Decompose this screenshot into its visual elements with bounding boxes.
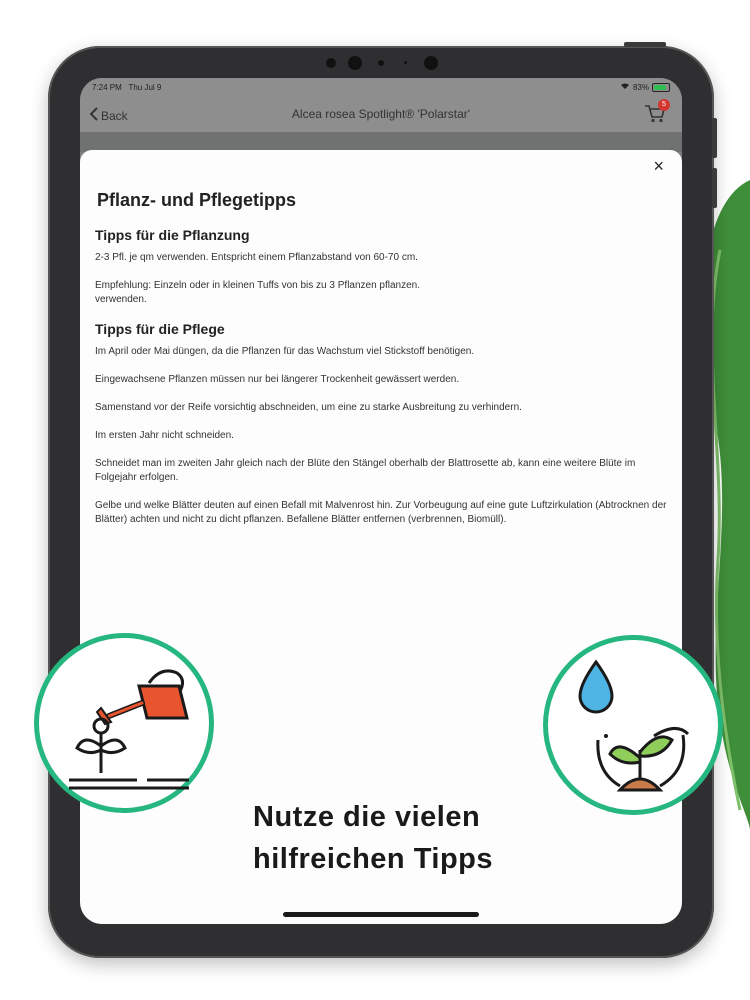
battery-icon	[652, 83, 670, 92]
cart-button[interactable]	[644, 102, 666, 124]
camera-sensor-small	[378, 60, 384, 66]
wifi-icon	[620, 82, 630, 92]
section-heading-planting: Tipps für die Pflanzung	[95, 227, 250, 243]
camera-lens	[348, 56, 362, 70]
water-drop-plant-cycle-icon	[548, 640, 718, 810]
camera-dot	[404, 61, 407, 64]
back-label: Back	[101, 108, 128, 123]
battery-percent: 83%	[632, 82, 649, 92]
care-tip: Samenstand vor der Reife vorsichtig abschneiden, um eine zu starke Ausbreitung zu verhindern.	[95, 402, 522, 413]
tablet-volume-down	[712, 168, 717, 208]
status-battery	[620, 82, 670, 92]
status-time: 7:24 PM Thu Jul 9	[92, 83, 162, 92]
modal-title: Pflanz- und Pflegetipps	[97, 190, 297, 210]
tablet-volume-up	[712, 118, 717, 158]
tablet-top-button	[624, 42, 666, 47]
camera-sensor	[326, 58, 336, 68]
section-heading-care: Tipps für die Pflege	[95, 321, 225, 337]
promo-tagline	[253, 796, 493, 880]
home-indicator[interactable]	[283, 912, 479, 917]
tagline-line-1: Nutze die vielen	[253, 801, 481, 833]
care-tip: Schneidet man im zweiten Jahr gleich nach der Blüte den Stängel oberhalb der Blattrosette ab, kann eine weitere Blüte im Folgejahr erfolgen.	[95, 458, 636, 483]
cart-count-badge: 5	[658, 99, 670, 111]
care-tip: Gelbe und welke Blätter deuten auf einen Befall mit Malvenrost hin. Zur Vorbeugung auf eine gute Luftzirkulation (Abtrocknen der Blätter) achten und nicht zu dicht pflanzen. Befallene Blätter entfernen (verbrennen, Biomüll).	[95, 500, 667, 525]
planting-tip: Empfehlung: Einzeln oder in kleinen Tuffs von bis zu 3 Pflanzen pflanzen. verwenden.	[95, 280, 421, 305]
navigation-bar	[80, 96, 682, 132]
page-title: Alcea rosea Spotlight® 'Polarstar'	[291, 107, 471, 121]
planting-tip: 2-3 Pfl. je qm verwenden. Entspricht einem Pflanzabstand von 60-70 cm.	[95, 252, 418, 263]
care-tip: Eingewachsene Pflanzen müssen nur bei längerer Trockenheit gewässert werden.	[95, 374, 460, 385]
watering-can-sprout-icon	[39, 638, 209, 808]
promo-circle-left	[34, 633, 214, 813]
care-tip: Im ersten Jahr nicht schneiden.	[95, 430, 234, 441]
camera-sensor-right	[424, 56, 438, 70]
status-bar	[80, 78, 682, 96]
tagline-line-2: hilfreichen Tipps	[253, 843, 494, 875]
care-tip: Im April oder Mai düngen, da die Pflanzen für das Wachstum viel Stickstoff benötigen.	[95, 346, 475, 357]
cart-icon	[644, 113, 666, 127]
modal-content	[95, 190, 670, 541]
promo-circle-right	[543, 635, 723, 815]
close-button[interactable]: ×	[653, 156, 664, 176]
product-image-strip	[80, 132, 682, 152]
